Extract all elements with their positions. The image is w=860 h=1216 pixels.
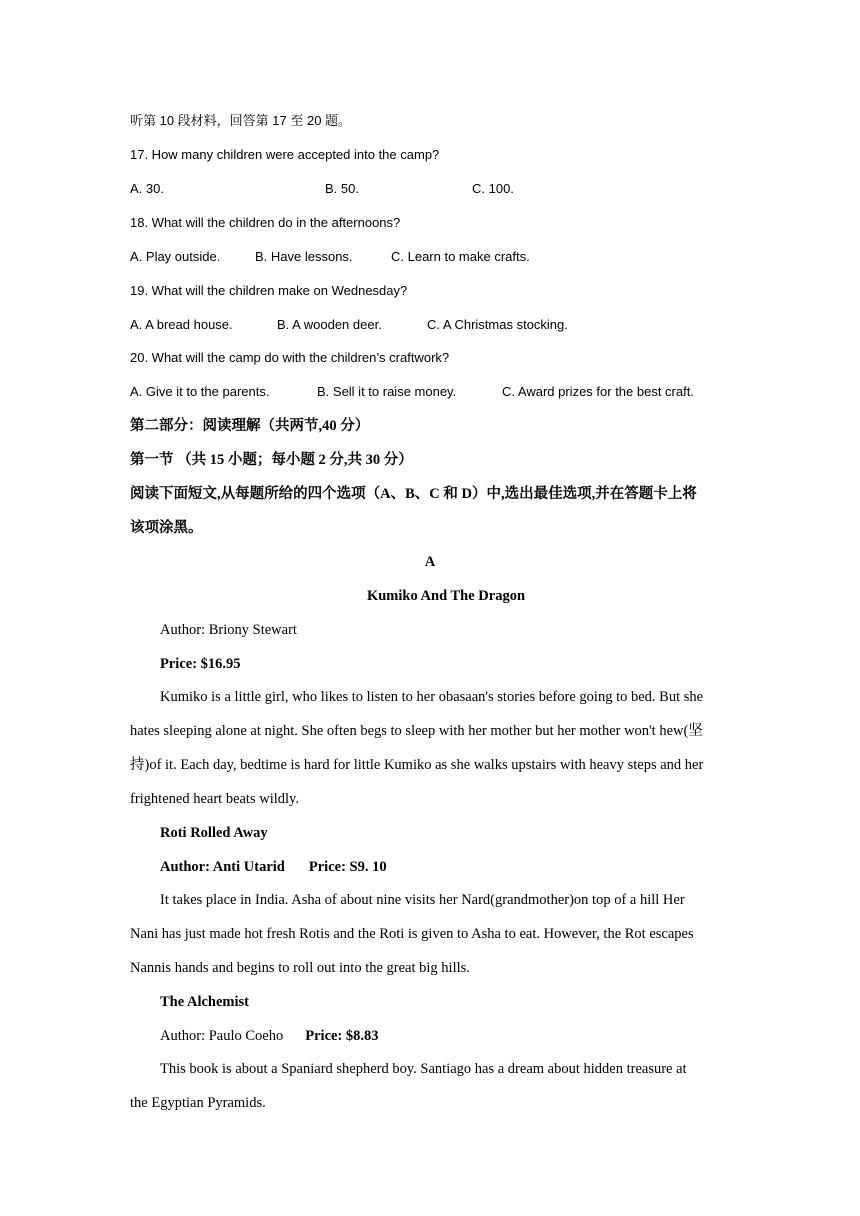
directions-line-1: 阅读下面短文,从每题所给的四个选项（A、B、C 和 D）中,选出最佳选项,并在答题卡上将 [130,486,697,502]
option-a: A. A bread house. [130,317,233,332]
question-18-stem: 18. What will the children do in the afternoons? [130,215,401,230]
book1-author: Author: Briony Stewart [160,622,297,638]
book2-author: Author: Anti Utarid [160,859,285,875]
option-c: C. Learn to make crafts. [391,249,530,264]
option-b: B. A wooden deer. [277,317,382,332]
option-b: B. Have lessons. [255,249,353,264]
question-17-stem: 17. How many children were accepted into the camp? [130,147,440,162]
option-c: C. A Christmas stocking. [427,317,568,332]
option-a: A. 30. [130,181,164,196]
question-19-stem: 19. What will the children make on Wednesday? [130,283,408,298]
option-c: C. 100. [472,181,514,196]
book1-text-line-3: 持)of it. Each day, bedtime is hard for little Kumiko as she walks upstairs with heavy steps and her [130,757,704,773]
part2-heading: 第二部分：阅读理解（共两节,40 分） [130,418,370,434]
book3-text-line-1: This book is about a Spaniard shepherd boy. Santiago has a dream about hidden treasure at [160,1061,687,1077]
book1-text-line-4: frightened heart beats wildly. [130,791,299,807]
book3-meta [160,1027,379,1045]
book2-price: Price: S9. 10 [308,859,387,875]
book1-text-line-2: hates sleeping alone at night. She often begs to sleep with her mother but her mother won't hew(坚 [130,723,703,739]
option-b: B. 50. [325,181,359,196]
question-20-stem: 20. What will the camp do with the children’s craftwork? [130,350,450,365]
option-a: A. Give it to the parents. [130,384,270,399]
book1-title: Kumiko And The Dragon [366,588,526,604]
book2-text-line-3: Nannis hands and begins to roll out into the great big hills. [130,960,470,976]
option-b: B. Sell it to raise money. [317,384,457,399]
book2-meta [160,858,387,876]
book3-text-line-2: the Egyptian Pyramids. [130,1095,266,1111]
book3-title: The Alchemist [160,994,250,1010]
book2-text-line-2: Nani has just made hot fresh Rotis and the Roti is given to Asha to eat. However, the Rot escapes [130,926,694,942]
book2-text-line-1: It takes place in India. Asha of about nine visits her Nard(grandmother)on top of a hill Her [160,892,685,908]
section1-heading: 第一节 （共 15 小题；每小题 2 分,共 30 分） [130,452,413,468]
listening-instruction: 听第 10 段材料，回答第 17 至 20 题。 [130,113,352,128]
book1-text-line-1: Kumiko is a little girl, who likes to listen to her obasaan's stories before going to bed. But she [160,689,704,705]
book1-price: Price: $16.95 [160,656,241,672]
book2-title: Roti Rolled Away [160,825,268,841]
book3-author: Author: Paulo Coeho [160,1028,284,1044]
directions-line-2: 该项涂黑。 [130,520,203,536]
book3-price: Price: $8.83 [305,1028,379,1044]
option-a: A. Play outside. [130,249,221,264]
passage-label: A [424,554,436,570]
option-c: C. Award prizes for the best craft. [502,384,694,399]
